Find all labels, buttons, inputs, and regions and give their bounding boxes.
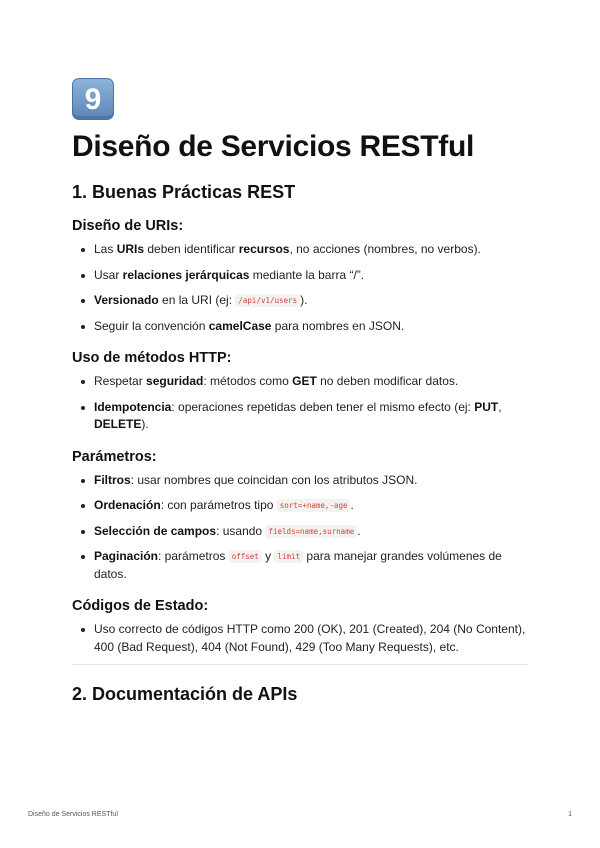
inline-code: fields=name,surname: [265, 525, 357, 538]
parameters-list: [72, 472, 528, 584]
inline-code: limit: [274, 550, 303, 563]
subheading-parameters: Parámetros:: [72, 448, 157, 465]
page-title: Diseño de Servicios RESTful: [72, 130, 475, 163]
list-item: Uso correcto de códigos HTTP como 200 (OK), 201 (Created), 204 (No Content), 400 (Bad Request), 404 (Not Found), 429 (Too Many Requests), etc.: [72, 621, 528, 656]
status-codes-list: [72, 621, 528, 656]
list-item: Filtros: usar nombres que coincidan con los atributos JSON.: [72, 472, 528, 490]
http-methods-list: [72, 373, 528, 434]
list-item: Versionado en la URI (ej: /api/v1/users ).: [72, 292, 528, 310]
list-item: Paginación: parámetros offset y limit para manejar grandes volúmenes de datos.: [72, 548, 528, 583]
subheading-http-methods: Uso de métodos HTTP:: [72, 350, 232, 366]
inline-code: /api/v1/users: [235, 294, 300, 307]
list-item: Usar relaciones jerárquicas mediante la barra “/”.: [72, 267, 528, 285]
list-item: Ordenación: con parámetros tipo sort=+name,-age .: [72, 497, 528, 515]
section-heading-best-practices: 1. Buenas Prácticas REST: [72, 182, 296, 202]
footer-page-number: 1: [568, 811, 572, 818]
section-divider: [72, 664, 528, 665]
uri-design-list: [72, 241, 528, 335]
inline-code: offset: [229, 550, 262, 563]
subheading-uri-design: Diseño de URIs:: [72, 218, 184, 234]
list-item: Respetar seguridad: métodos como GET no deben modificar datos.: [72, 373, 528, 391]
subheading-status-codes: Códigos de Estado:: [72, 598, 209, 614]
document-page: [72, 78, 528, 705]
section-heading-api-docs: 2. Documentación de APIs: [72, 684, 298, 704]
list-item: Seguir la convención camelCase para nombres en JSON.: [72, 318, 528, 336]
list-item: Selección de campos: usando fields=name,surname .: [72, 523, 528, 541]
keycap-nine-icon: 9: [72, 78, 114, 120]
list-item: Idempotencia: operaciones repetidas deben tener el mismo efecto (ej: PUT, DELETE).: [72, 399, 528, 434]
footer-title: Diseño de Servicios RESTful: [28, 811, 118, 818]
inline-code: sort=+name,-age: [277, 499, 351, 512]
list-item: Las URIs deben identificar recursos, no acciones (nombres, no verbos).: [72, 241, 528, 259]
